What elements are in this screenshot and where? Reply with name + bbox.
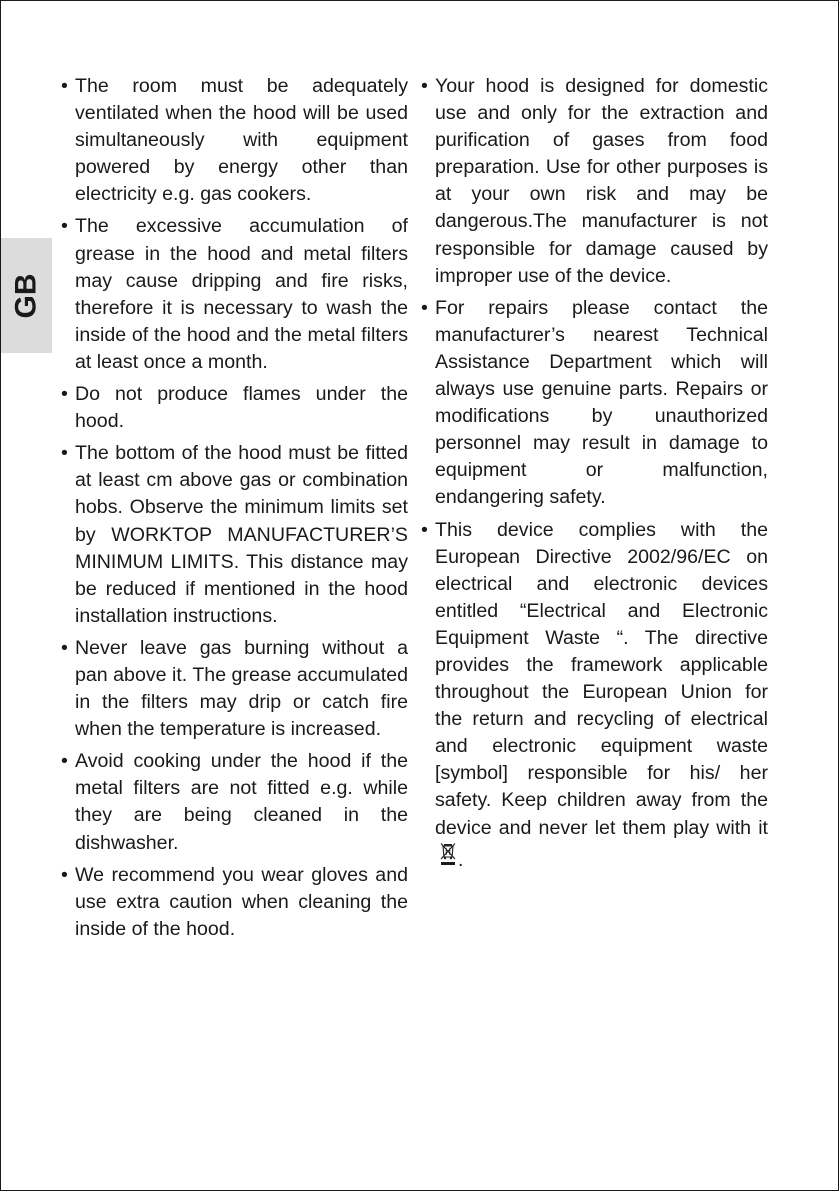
safety-item-weee-directive: • This device complies with the European Directive 2002/96/EC on electrical and electronic devices entitled “Electrical and Electronic Equipment Waste “. The directive provides the framework applicable throughout the European Union for the return and recycling of electrical and electronic equipment waste [symbol] responsible for his/ her safety. Keep children away from the device and never let them play with it .	[421, 518, 768, 871]
right-column	[421, 73, 768, 879]
safety-item-no-flames: • Do not produce flames under the hood.	[61, 383, 408, 433]
bullet: •	[61, 383, 68, 406]
bullet: •	[61, 215, 68, 238]
safety-item-gas-burning: • Never leave gas burning without a pan above it. The grease accumulated in the filters may drip or catch fire when the temperature is increased.	[61, 636, 408, 741]
safety-item-mounting-height: • The bottom of the hood must be fitted at least cm above gas or combination hobs. Observe the minimum limits set by WORKTOP MANUFACTURER’S MINIMUM LIMITS. This distance may be reduced if mentioned in the hood installation instructions.	[61, 442, 408, 627]
safety-item-ventilation: • The room must be adequately ventilated when the hood will be used simultaneously with equipment powered by energy other than electricity e.g. gas cookers.	[61, 75, 408, 206]
bullet: •	[421, 518, 428, 541]
bullet: •	[61, 750, 68, 773]
safety-item-gloves: • We recommend you wear gloves and use extra caution when cleaning the inside of the hood.	[61, 863, 408, 940]
safety-item-grease-accumulation: • The excessive accumulation of grease in the hood and metal filters may cause dripping and fire risks, therefore it is necessary to wash the inside of the hood and the metal filters at least once a month.	[61, 215, 408, 373]
language-tab	[1, 238, 52, 353]
bullet: •	[61, 636, 68, 659]
crossed-out-wheelie-bin-icon	[438, 842, 458, 868]
bullet: •	[61, 863, 68, 886]
bullet: •	[421, 75, 428, 97]
safety-item-domestic-use: • Your hood is designed for domestic use and only for the extraction and purification of gases from food preparation. Use for other purposes is at your own risk and may be dangerous.The manufacturer is not responsible for damage caused by improper use of the device.	[421, 75, 768, 287]
left-column	[61, 73, 408, 948]
safety-item-filters-fitted: • Avoid cooking under the hood if the metal filters are not fitted e.g. while they are being cleaned in the dishwasher.	[61, 750, 408, 854]
language-tab-label: GB	[9, 273, 43, 318]
bullet: •	[61, 442, 68, 465]
bullet: •	[421, 296, 428, 319]
safety-item-repairs: • For repairs please contact the manufacturer’s nearest Technical Assistance Department which will always use genuine parts. Repairs or modifications by unauthorized personnel may result in damage to equipment or malfunction, endangering safety.	[421, 296, 768, 509]
bullet: •	[61, 75, 68, 97]
